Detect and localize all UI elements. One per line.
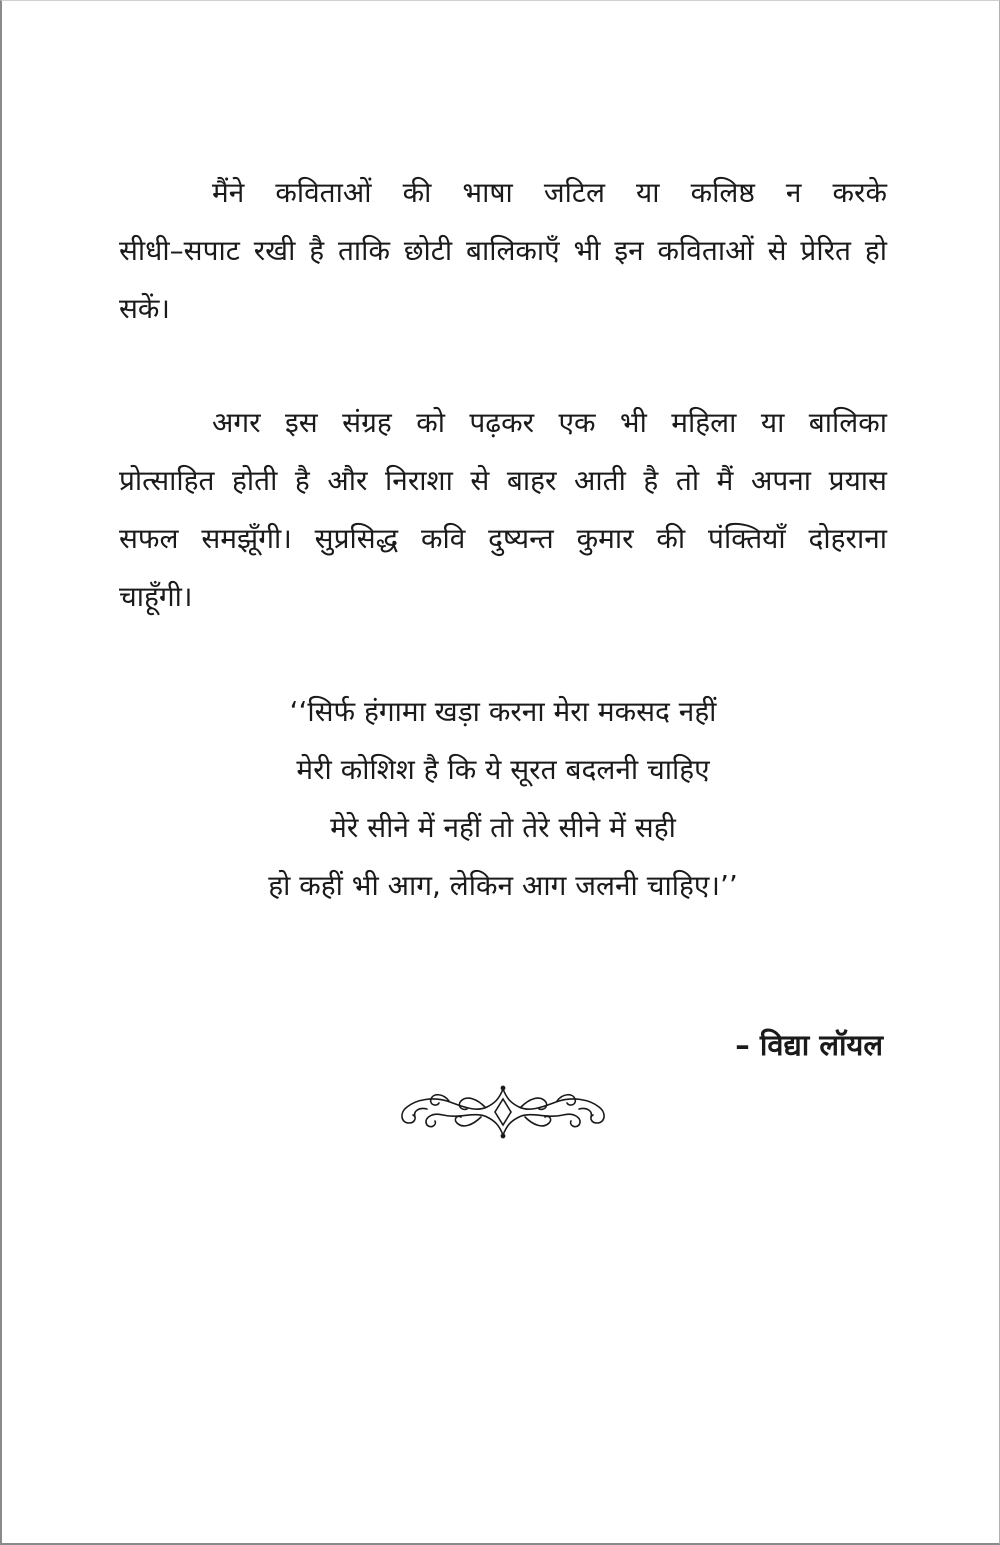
poem-line: मेरे सीने में नहीं तो तेरे सीने में सही xyxy=(330,811,676,844)
paragraph-line: सकें। xyxy=(119,292,171,325)
paragraph-line: चाहूँगी। xyxy=(119,580,193,613)
paragraph-line: सफल समझूँगी। सुप्रसिद्ध कवि दुष्यन्त कुमार की पंक्तियाँ दोहराना xyxy=(119,522,887,555)
poem-line: हो कहीं भी आग, लेकिन आग जलनी चाहिए।’’ xyxy=(268,869,738,902)
author-signature: – विद्या लॉयल xyxy=(735,1028,883,1062)
paragraph-line: मैंने कविताओं की भाषा जटिल या कलिष्ठ न करके xyxy=(212,176,887,209)
paragraph-line: प्रोत्साहित होती है और निराशा से बाहर आती है तो मैं अपना प्रयास xyxy=(119,464,887,497)
paragraph-line: सीधी–सपाट रखी है ताकि छोटी बालिकाएँ भी इन कविताओं से प्रेरित हो xyxy=(119,234,887,267)
flourish-ornament-icon xyxy=(397,1085,609,1139)
paragraph-line: अगर इस संग्रह को पढ़कर एक भी महिला या बालिका xyxy=(212,406,887,439)
poem-line: ‘‘सिर्फ हंगामा खड़ा करना मेरा मकसद नहीं xyxy=(289,695,717,728)
paragraph-language-note xyxy=(119,164,887,338)
paragraph-hope-note xyxy=(119,394,887,626)
quoted-poem xyxy=(119,683,887,915)
poem-line: मेरी कोशिश है कि ये सूरत बदलनी चाहिए xyxy=(296,753,710,786)
